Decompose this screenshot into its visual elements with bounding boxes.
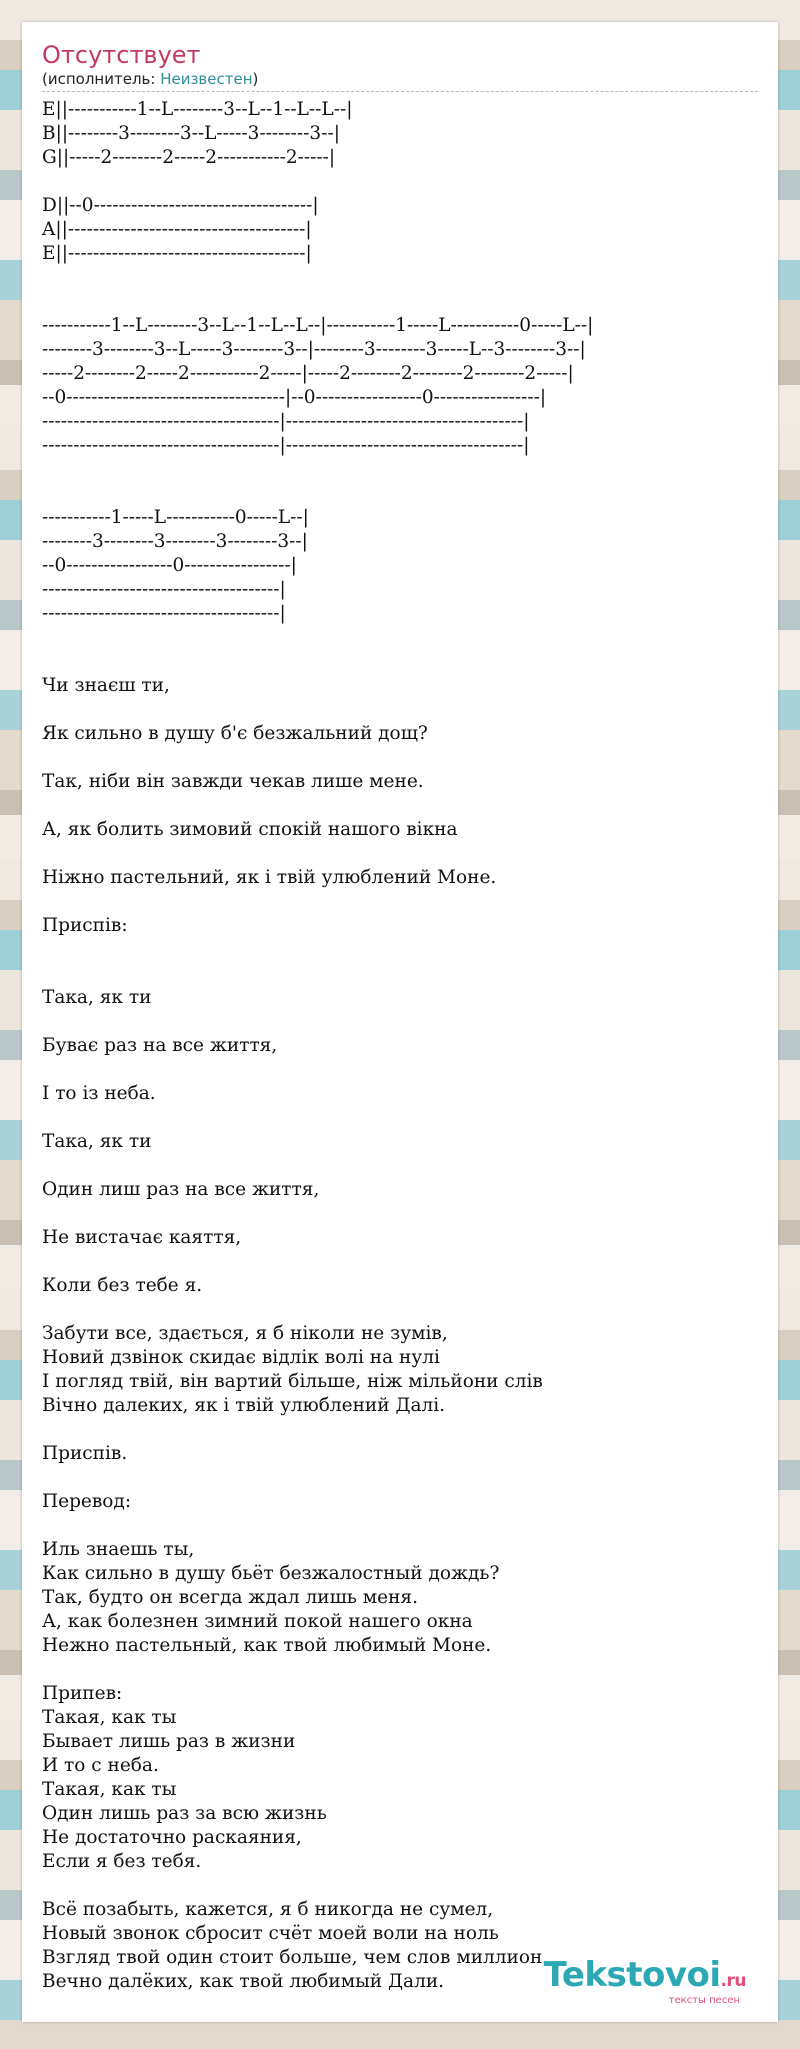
- logo-tld: .ru: [720, 1971, 746, 1991]
- lyrics-card: [22, 22, 778, 2022]
- artist-prefix: (исполнитель:: [42, 70, 161, 88]
- artist-link[interactable]: Неизвестен: [160, 70, 253, 88]
- song-title: Отсутствует: [42, 41, 201, 69]
- song-header: [42, 40, 758, 92]
- artist-suffix: ): [252, 70, 259, 88]
- logo-name: Tekstovoi: [543, 1955, 721, 1995]
- artist-line: [42, 70, 758, 88]
- logo-wordmark: [544, 1957, 746, 1999]
- site-logo[interactable]: [544, 1957, 746, 2006]
- lyrics-text: E||-----------1--L--------3--L--1--L--L--| B||--------3--------3--L-----3--------3--| G||-----2--------2-----2-----------2-----| D||--0-----------------------------------| A||--------------------------------------| E||--------------------------------------| -----------1--L--------3--L--1--L--L--|-----------1-----L-----------0-----L--| --------3--------3--L-----3--------3--|--------3--------3-----L--3--------3--| -----2--------2-----2-----------2-----|-----2--------2--------2--------2-----| --0-----------------------------------|--0-----------------0-----------------| --------------------------------------|--------------------------------------| --------------------------------------|--------------------------------------| -----------1-----L-----------0-----L--| --------3--------3--------3--------3--| --0-----------------0-----------------| --------------------------------------| --------------------------------------| Чи знаєш ти, Як сильно в душу б'є безжальний дощ? Так, ніби він завжди чекав лише мене. А, як болить зимовий спокій нашого вікна Ніжно пастельний, як і твій улюблений Моне. Приспів: Така, як ти Буває раз на все життя, І то із неба. Така, як ти Один лиш раз на все життя, Не вистачає каяття, Коли без тебе я. Забути все, здається, я б ніколи не зумів, Новий дзвінок скидає відлік волі на нулі І погляд твій, він вартий більше, ніж мільйони слів Вічно далеких, як і твій улюблений Далі. Приспів. Перевод: Иль знаешь ты, Как сильно в душу бьёт безжалостный дождь? Так, будто он всегда ждал лишь меня. А, как болезнен зимний покой нашего окна Нежно пастельный, как твой любимый Моне. Припев: Такая, как ты Бывает лишь раз в жизни И то с неба. Такая, как ты Один лишь раз за всю жизнь Не достаточно раскаяния, Если я без тебя. Всё позабыть, кажется, я б никогда не сумел, Новый звонок сбросит счёт моей воли на ноль Взгляд твой один стоит больше, чем слов миллион Вечно далёких, как твой любимый Дали.: [42, 99, 594, 1992]
- logo-tagline: тексты песен: [668, 1995, 740, 2006]
